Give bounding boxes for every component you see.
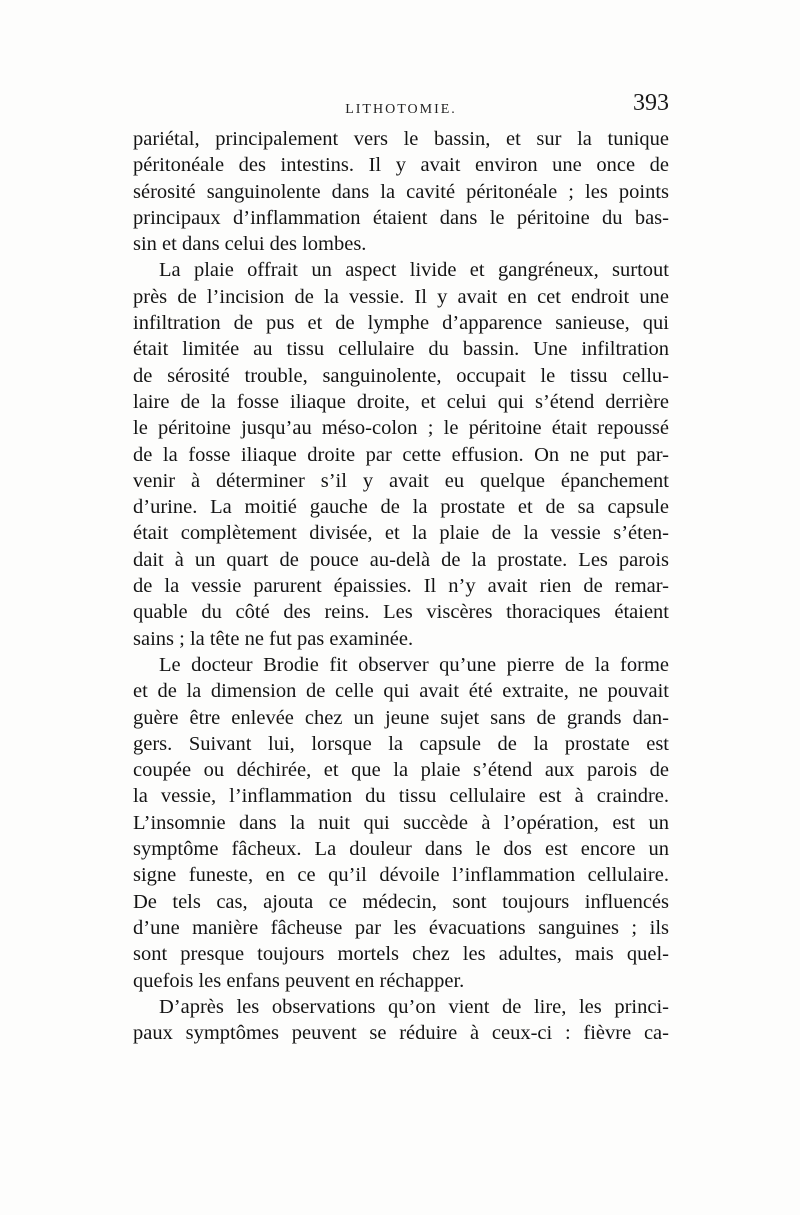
text-line: D’après les observations qu’on vient de lire, les princi- (159, 995, 669, 1018)
text-line: de la vessie parurent épaissies. Il n’y avait rien de remar- (133, 575, 669, 598)
text-line: sains ; la tête ne fut pas examinée. (133, 627, 414, 650)
text-line: d’une manière fâcheuse par les évacuations sanguines ; ils (133, 916, 669, 939)
text-line: de sérosité trouble, sanguinolente, occupait le tissu cellu- (133, 364, 669, 387)
text-line: paux symptômes peuvent se réduire à ceux-ci : fièvre ca- (133, 1022, 669, 1045)
text-line: sérosité sanguinolente dans la cavité péritonéale ; les points (133, 180, 669, 203)
text-line: La plaie offrait un aspect livide et gangréneux, surtout (159, 259, 669, 282)
body-text (133, 126, 669, 1046)
text-line: et de la dimension de celle qui avait été extraite, ne pouvait (133, 680, 669, 703)
text-line: la vessie, l’inflammation du tissu cellulaire est à craindre. (133, 785, 669, 808)
text-line: principaux d’inflammation étaient dans le péritoine du bas- (133, 206, 669, 229)
text-line: d’urine. La moitié gauche de la prostate et de sa capsule (133, 496, 669, 519)
text-line: sont presque toujours mortels chez les adultes, mais quel- (133, 943, 669, 966)
text-line: de la fosse iliaque droite par cette effusion. On ne put par- (133, 443, 669, 466)
text-line: De tels cas, ajouta ce médecin, sont toujours influencés (133, 890, 669, 913)
text-line: signe funeste, en ce qu’il dévoile l’inflammation cellulaire. (133, 864, 669, 887)
text-line: symptôme fâcheux. La douleur dans le dos est encore un (133, 838, 669, 861)
page-number: 393 (633, 90, 669, 116)
text-line: guère être enlevée chez un jeune sujet sans de grands dan- (133, 706, 669, 729)
text-line: gers. Suivant lui, lorsque la capsule de la prostate est (133, 732, 669, 755)
paragraph (133, 257, 669, 651)
text-line: péritonéale des intestins. Il y avait environ une once de (133, 154, 669, 177)
text-line: laire de la fosse iliaque droite, et celui qui s’étend derrière (133, 390, 669, 413)
paragraph (133, 994, 669, 1047)
text-line: était limitée au tissu cellulaire du bassin. Une infiltration (133, 338, 669, 361)
text-line: pariétal, principalement vers le bassin, et sur la tunique (133, 128, 669, 150)
running-head: LITHOTOMIE. (345, 102, 457, 117)
text-line: quefois les enfans peuvent en réchapper. (133, 969, 465, 992)
text-line: près de l’incision de la vessie. Il y avait en cet endroit une (133, 285, 669, 308)
text-line: Le docteur Brodie fit observer qu’une pierre de la forme (159, 653, 669, 676)
text-line: venir à déterminer s’il y avait eu quelque épanchement (133, 469, 669, 492)
text-line: était complètement divisée, et la plaie de la vessie s’éten- (133, 522, 669, 545)
text-line: sin et dans celui des lombes. (133, 233, 367, 256)
text-line: quable du côté des reins. Les viscères thoraciques étaient (133, 601, 669, 624)
text-line: coupée ou déchirée, et que la plaie s’étend aux parois de (133, 759, 669, 782)
paragraph (133, 652, 669, 994)
text-line: infiltration de pus et de lymphe d’apparence sanieuse, qui (133, 312, 669, 335)
paragraph (133, 126, 669, 257)
page-header (133, 90, 669, 124)
text-line: dait à un quart de pouce au-delà de la prostate. Les parois (133, 548, 669, 571)
text-line: le péritoine jusqu’au méso-colon ; le péritoine était repoussé (133, 417, 669, 440)
text-line: L’insomnie dans la nuit qui succède à l’opération, est un (133, 811, 669, 834)
